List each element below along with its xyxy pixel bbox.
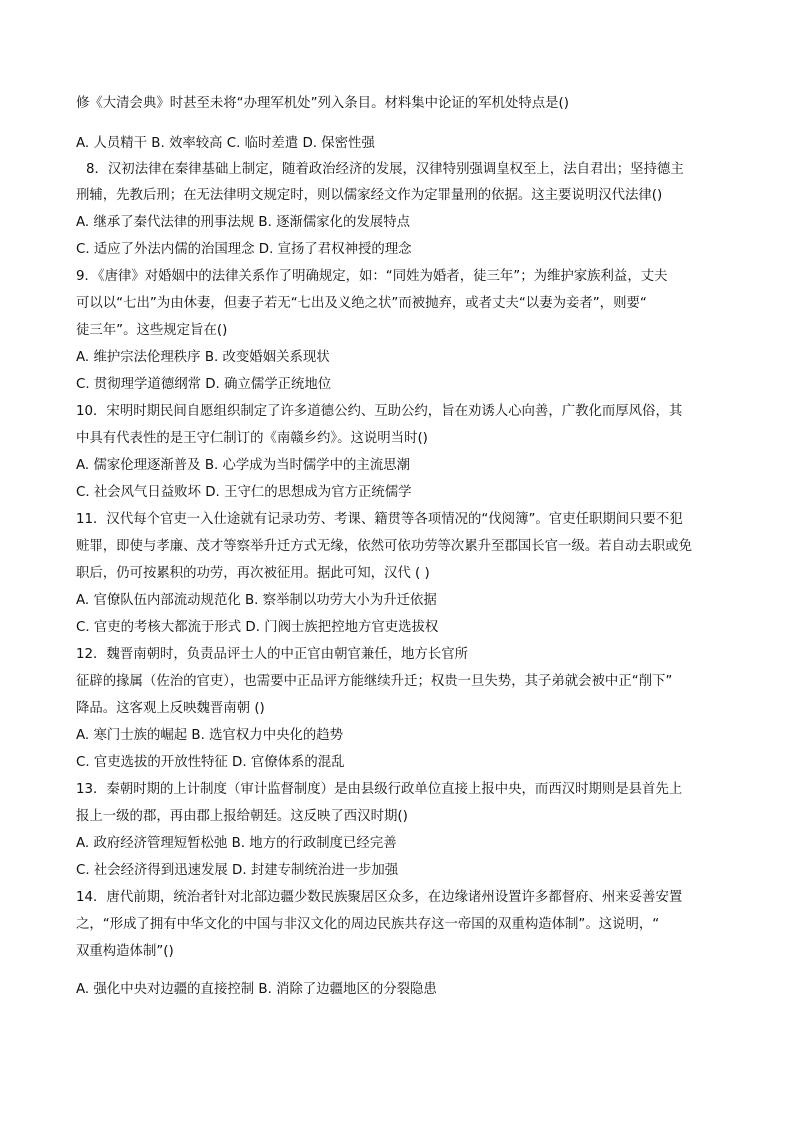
q10-stem-line-2: 中具有代表性的是王守仁制订的《南赣乡约》。这说明当时() bbox=[76, 431, 428, 446]
q12-stem-line-2: 征辟的掾属（佐治的官吏），也需要中正品评方能继续升迁；权贵一旦失势，其子弟就会被中正“削下” bbox=[76, 674, 673, 689]
q14-options-ab: A. 强化中央对边疆的直接控制 B. 消除了边疆地区的分裂隐患 bbox=[76, 982, 437, 997]
q10-options-cd: C. 社会风气日益败坏 D. 王守仁的思想成为官方正统儒学 bbox=[76, 485, 412, 500]
q14-stem-line-3: 双重构造体制”() bbox=[76, 944, 174, 959]
q11-options-ab: A. 官僚队伍内部流动规范化 B. 察举制以功劳大小为升迁依据 bbox=[76, 593, 437, 608]
q12-options-cd: C. 官吏选拔的开放性特征 D. 官僚体系的混乱 bbox=[76, 755, 345, 770]
q14-stem-line-1: 14．唐代前期，统治者针对北部边疆少数民族聚居区众多，在边缘诸州设置许多都督府、州来妥善安置 bbox=[76, 890, 683, 905]
q10-stem-line-1: 10．宋明时期民间自愿组织制定了许多道德公约、互助公约，旨在劝诱人心向善，广教化而厚风俗，其 bbox=[76, 404, 683, 419]
q11-options-cd: C. 官吏的考核大都流于形式 D. 门阀士族把控地方官吏选拔权 bbox=[76, 620, 439, 635]
q13-stem-line-1: 13．秦朝时期的上计制度（审计监督制度）是由县级行政单位直接上报中央，而西汉时期则是县首先上 bbox=[76, 782, 683, 797]
q14-stem-line-2: 之，“形成了拥有中华文化的中国与非汉文化的周边民族共存这一帝国的双重构造体制”。这说明，“ bbox=[76, 917, 660, 932]
q8-options-ab: A. 继承了秦代法律的刑事法规 B. 逐渐儒家化的发展特点 bbox=[76, 215, 410, 230]
q12-stem-line-3: 降品。这客观上反映魏晋南朝 () bbox=[76, 701, 265, 716]
q8-stem-line-1: 8．汉初法律在秦律基础上制定，随着政治经济的发展，汉律特别强调皇权至上，法自君出；坚持德主 bbox=[86, 162, 684, 177]
q9-options-cd: C. 贯彻理学道德纲常 D. 确立儒学正统地位 bbox=[76, 377, 332, 392]
q13-options-cd: C. 社会经济得到迅速发展 D. 封建专制统治进一步加强 bbox=[76, 863, 399, 878]
q8-options-cd: C. 适应了外法内儒的治国理念 D. 宣扬了君权神授的理念 bbox=[76, 242, 412, 257]
q9-options-ab: A. 维护宗法伦理秩序 B. 改变婚姻关系现状 bbox=[76, 350, 330, 365]
q13-stem-line-2: 报上一级的郡，再由郡上报给朝廷。这反映了西汉时期() bbox=[76, 809, 408, 824]
q11-stem-line-2: 赃罪，即使与孝廉、茂才等察举升迁方式无缘，依然可依功劳等次累升至郡国长官一级。若自动去职或免 bbox=[76, 539, 692, 554]
q11-stem-line-3: 职后，仍可按累积的功劳，再次被征用。据此可知，汉代 ( ) bbox=[76, 566, 430, 581]
q10-options-ab: A. 儒家伦理逐渐普及 B. 心学成为当时儒学中的主流思潮 bbox=[76, 458, 410, 473]
q13-options-ab: A. 政府经济管理短暂松弛 B. 地方的行政制度已经完善 bbox=[76, 836, 397, 851]
q8-stem-line-2: 刑辅，先教后刑；在无法律明文规定时，则以儒家经文作为定罪量刑的依据。这主要说明汉代法律() bbox=[76, 188, 663, 203]
q9-stem-line-3: 徒三年”。这些规定旨在() bbox=[76, 323, 228, 338]
q7-options: A. 人员精干 B. 效率较高 C. 临时差遣 D. 保密性强 bbox=[76, 136, 375, 151]
q11-stem-line-1: 11．汉代每个官吏一入仕途就有记录功劳、考课、籍贯等各项情况的“伐阅簿”。官吏任职期间只要不犯 bbox=[76, 512, 683, 527]
q7-stem-end: 修《大清会典》时甚至未将“办理军机处”列入条目。材料集中论证的军机处特点是() bbox=[76, 96, 569, 111]
q9-stem-line-2: 可以以“七出”为由休妻，但妻子若无“七出及义绝之状”而被抛弃，或者丈夫“以妻为妾者”，则要“ bbox=[76, 296, 647, 311]
q12-stem-line-1: 12．魏晋南朝时，负责品评士人的中正官由朝官兼任，地方长官所 bbox=[76, 647, 468, 662]
q9-stem-line-1: 9．《唐律》对婚姻中的法律关系作了明确规定，如：“同姓为婚者，徒三年”；为维护家族利益，丈夫 bbox=[76, 269, 668, 284]
q12-options-ab: A. 寒门士族的崛起 B. 选官权力中央化的趋势 bbox=[76, 728, 344, 743]
